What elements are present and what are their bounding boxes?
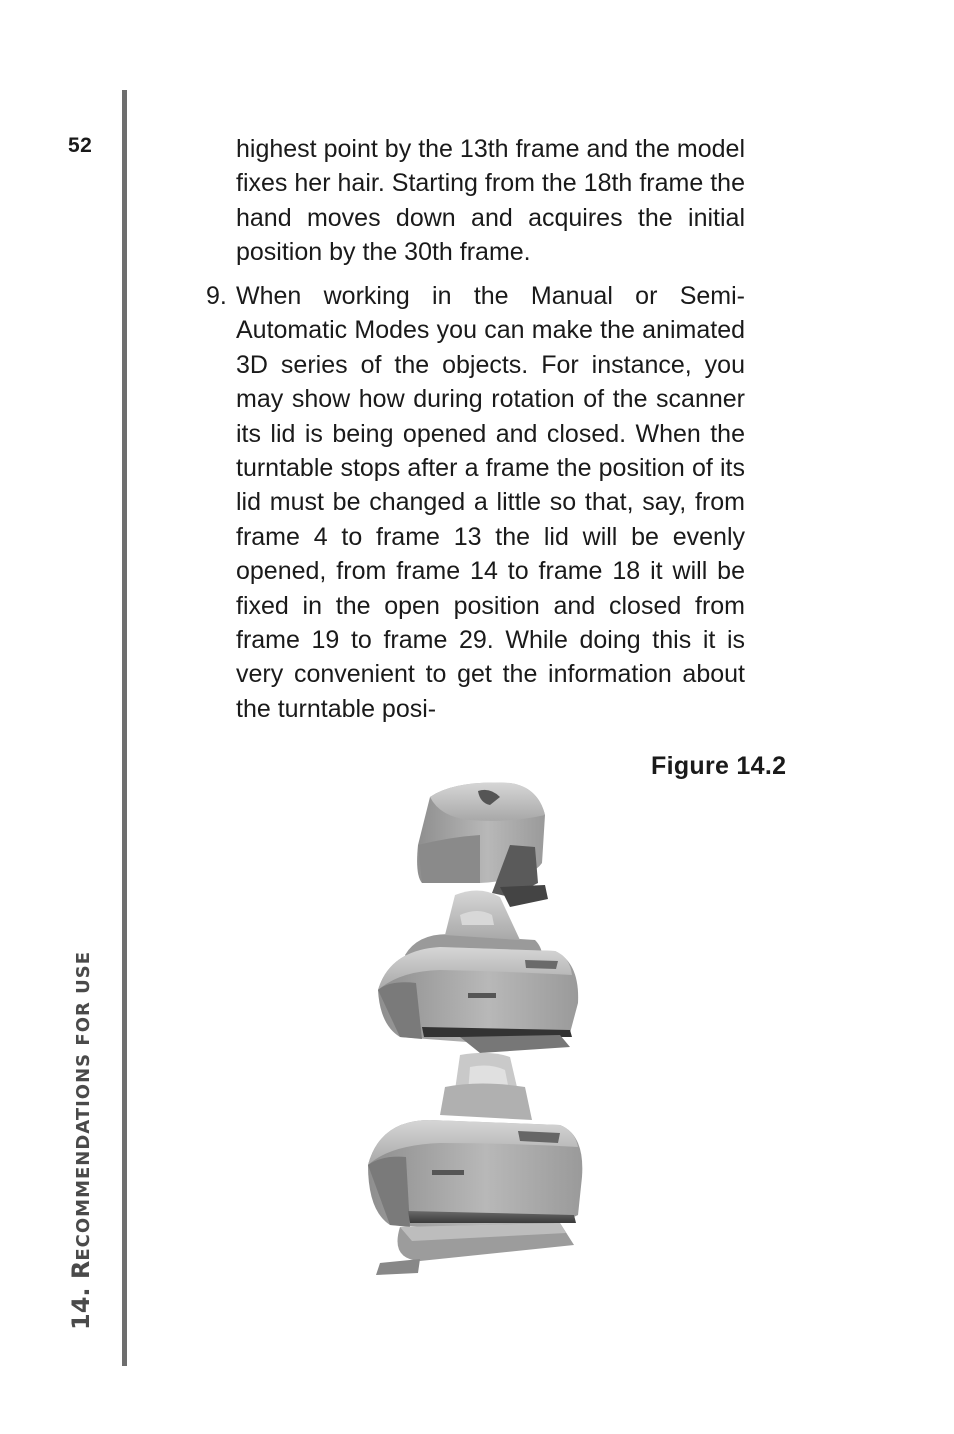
printer-illustration-icon — [360, 775, 600, 1295]
running-head-prefix: 14. R — [67, 1260, 95, 1330]
paragraph-continuation: highest point by the 13th frame and the model fixes her hair. Starting from the 18th frame the hand moves down and acquires the initial position by the 30th frame. — [236, 135, 745, 267]
running-head-rest: ECOMMENDATIONS FOR USE — [73, 951, 94, 1261]
side-rule — [122, 90, 127, 1366]
printer-closed — [417, 783, 548, 907]
running-head — [66, 951, 99, 1330]
list-item-9 — [206, 279, 745, 726]
printer-open — [368, 1053, 582, 1275]
printer-half-open — [378, 890, 578, 1053]
list-item-text: When working in the Manual or Semi-Automatic Modes you can make the animated 3D series of the objects. For instance, you may show how during rotation of the scanner its lid is being opened and closed. When the turntable stops after a frame the position of its lid must be changed a little so that, say, from frame 4 to frame 13 the lid will be evenly opened, from frame 14 to frame 18 it will be fixed in the open position and closed from frame 19 to frame 29. While doing this it is very convenient to get the information about the turntable posi- — [236, 282, 745, 723]
list-item-number: 9. — [206, 282, 227, 310]
page-number: 52 — [68, 134, 93, 157]
figure-caption: Figure 14.2 — [651, 752, 787, 780]
